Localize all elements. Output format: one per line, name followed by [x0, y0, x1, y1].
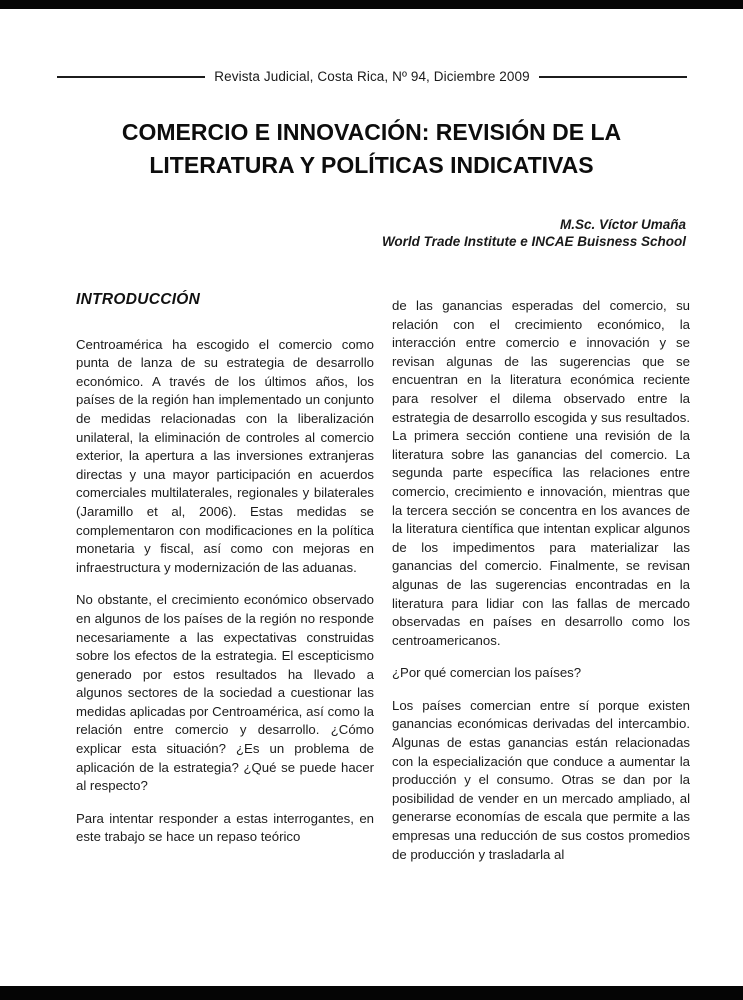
- left-column: [76, 291, 374, 861]
- paragraph-article-purpose: Para intentar responder a estas interrogantes, en este trabajo se hace un repaso teórico: [76, 810, 374, 845]
- paragraph-trade-strategy: Centroamérica ha escogido el comercio como punta de lanza de su estrategia de desarrollo económico. A través de los últimos años, los países de la región han implementado un conjunto de medidas relacionadas con la liberalización unilateral, la eliminación de controles al comercio exterior, la apertura a las inversiones extranjeras directas y una mayor participación en acuerdos comerciales multilaterales, regionales y bilaterales (Jaramillo et al, 2006). Estas medidas se complementaron con modificaciones en la política monetaria y fiscal, así como con mejoras en infraestructura y modernización de las aduanas.: [76, 336, 374, 575]
- paragraph-article-outline: de las ganancias esperadas del comercio, su relación con el crecimiento económico, la interacción entre comercio e innovación y se revisan algunas de las sugerencias que se encuentran en la literatura económica reciente para resolver el dilema observado entre la estrategia de desarrollo escogida y sus resultados. La primera sección contiene una revisión de la literatura sobre las ganancias del comercio. La segunda parte específica las relaciones entre comercio, crecimiento e innovación, mientras que la tercera sección se concentra en los avances de la literatura científica que intentan explicar algunos de los impedimentos para materializar las ganancias del comercio. Finalmente, se revisan algunas de las sugerencias encontradas en la literatura para lidiar con las fallas de mercado observadas en países en desarrollo como los centroamericanos.: [392, 298, 690, 648]
- header-rule-right: [539, 76, 687, 78]
- article-title: [0, 116, 743, 182]
- right-column: [392, 297, 690, 878]
- paragraph-gains-from-trade: Los países comercian entre sí porque existen ganancias económicas derivadas del intercambio. Algunas de estas ganancias están relacionadas con la especialización que conduce a aumentar la producción y el consumo. Otras se dan por la posibilidad de vender en un mercado ampliado, al generarse economías de escala que permite a las empresas una reducción de sus costos promedios de producción y trasladarla al: [392, 697, 690, 862]
- author-affiliation: World Trade Institute e INCAE Buisness School: [381, 234, 686, 249]
- subheading-why-countries-trade: ¿Por qué comercian los países?: [392, 665, 582, 681]
- scan-edge-bottom-bar: [0, 986, 743, 1000]
- journal-header: [57, 69, 687, 84]
- header-rule-left: [57, 76, 205, 78]
- article-title-line1: COMERCIO E INNOVACIÓN: REVISIÓN DE LA: [121, 119, 622, 145]
- author-name: M.Sc. Víctor Umaña: [559, 217, 686, 232]
- author-block: [382, 216, 686, 250]
- section-heading-introduccion: INTRODUCCIÓN: [76, 291, 201, 308]
- article-title-line2: LITERATURA Y POLÍTICAS INDICATIVAS: [149, 152, 594, 178]
- scan-edge-top-bar: [0, 0, 743, 9]
- paragraph-growth-skepticism: No obstante, el crecimiento económico observado en algunos de los países de la región no responde necesariamente a las expectativas construidas sobre los efectos de la estrategia. El escepticismo generado por estos resultados ha llevado a algunos sectores de la sociedad a cuestionar las medidas aplicadas por Centroamérica, así como la relación entre comercio y desarrollo. ¿Cómo explicar esta situación? ¿Es un problema de aplicación de la estrategia? ¿Qué se puede hacer al respecto?: [76, 592, 374, 794]
- journal-header-text: Revista Judicial, Costa Rica, Nº 94, Diciembre 2009: [214, 69, 530, 84]
